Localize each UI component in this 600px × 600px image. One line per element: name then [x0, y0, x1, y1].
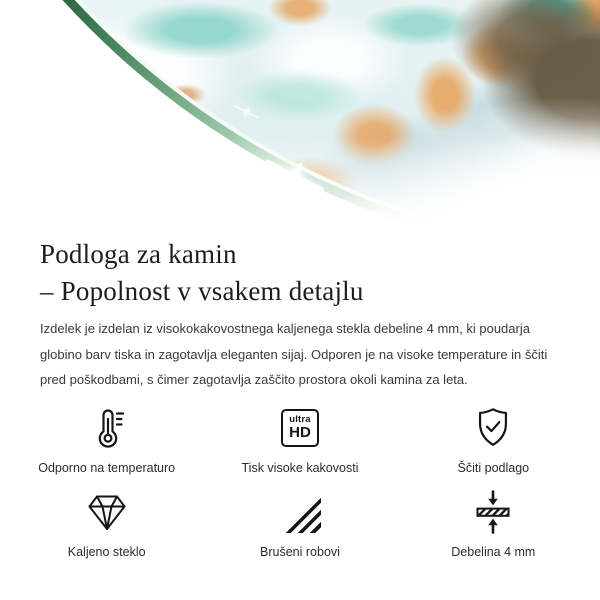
feature-temperature-resistant [10, 402, 203, 476]
feature-polished-edges [203, 486, 396, 560]
uhd-badge-text-top: ultra [289, 414, 311, 425]
feature-tempered-glass [10, 486, 203, 560]
feature-thickness [397, 486, 590, 560]
page-title-line2: – Popolnost v vsakem detajlu [40, 276, 364, 306]
uhd-badge-text-bottom: HD [289, 424, 311, 441]
beveled-edge-icon [274, 486, 326, 538]
thermometer-icon [81, 402, 133, 454]
feature-label: Kaljeno steklo [67, 545, 146, 559]
marble-print-artwork [0, 0, 600, 238]
feature-label: Tisk visoke kakovosti [241, 461, 359, 475]
diamond-icon [81, 486, 133, 538]
page-title-line1: Podloga za kamin [40, 239, 237, 269]
feature-protects-surface [397, 402, 590, 476]
feature-grid [10, 402, 590, 560]
ultra-hd-badge-icon [274, 402, 326, 454]
product-hero-image [0, 0, 600, 238]
feature-label: Debelina 4 mm [451, 545, 536, 559]
product-description: Izdelek je izdelan iz visokokakovostnega kaljenega stekla debeline 4 mm, ki poudarja globino barv tiska in zagotavlja eleganten sijaj. Odporen je na visoke temperature in ščiti pred poškodbami, s čimer zagotavlja zaščito prostora okoli kamina za leta. [40, 321, 548, 387]
feature-label: Odporno na temperaturo [38, 461, 176, 475]
shield-check-icon [467, 402, 519, 454]
feature-label: Ščiti podlago [457, 461, 530, 475]
feature-label: Brušeni robovi [260, 545, 340, 559]
thickness-arrows-icon [467, 486, 519, 538]
page-title [40, 236, 364, 310]
feature-print-quality [203, 402, 396, 476]
